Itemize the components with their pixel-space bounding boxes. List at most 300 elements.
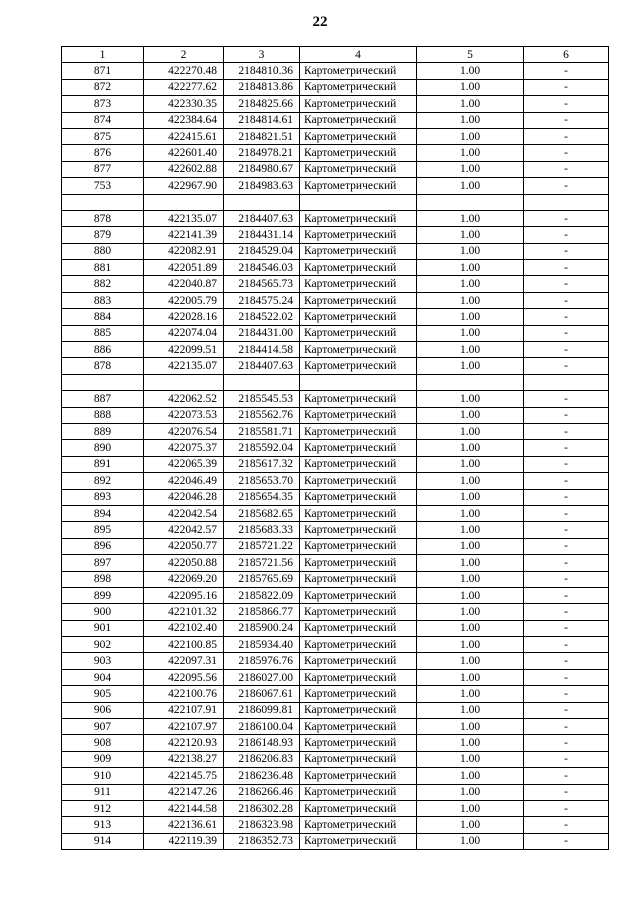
table-row (62, 210, 609, 226)
table-cell: - (524, 96, 609, 112)
table-cell: Картометрический (300, 210, 417, 226)
table-cell: 882 (62, 276, 144, 292)
page-number: 22 (312, 14, 328, 30)
table-cell: - (524, 751, 609, 767)
table-cell (62, 194, 144, 210)
table-cell: - (524, 391, 609, 407)
table-cell: 887 (62, 391, 144, 407)
table-cell: 1.00 (417, 227, 524, 243)
table-cell: 1.00 (417, 161, 524, 177)
table-cell: - (524, 210, 609, 226)
table-cell: 2184814.61 (224, 112, 300, 128)
table-cell: 2184431.14 (224, 227, 300, 243)
table-cell: 897 (62, 555, 144, 571)
table-cell: 908 (62, 735, 144, 751)
table-row (62, 243, 609, 259)
table-cell: 912 (62, 800, 144, 816)
table-cell: 1.00 (417, 473, 524, 489)
table-cell: 422082.91 (144, 243, 224, 259)
table-cell: 1.00 (417, 637, 524, 653)
table-cell: 1.00 (417, 669, 524, 685)
table-cell: 891 (62, 456, 144, 472)
table-cell: 2186352.73 (224, 833, 300, 849)
column-header: 3 (224, 47, 300, 63)
table-cell: 1.00 (417, 751, 524, 767)
table-cell: Картометрический (300, 768, 417, 784)
table-cell: 422005.79 (144, 292, 224, 308)
table-cell: 2184565.73 (224, 276, 300, 292)
table-cell: - (524, 620, 609, 636)
table-row (62, 178, 609, 194)
table-cell (300, 194, 417, 210)
table-cell: 422065.39 (144, 456, 224, 472)
table-cell: 422602.88 (144, 161, 224, 177)
table-cell: 2186266.46 (224, 784, 300, 800)
table-cell: 876 (62, 145, 144, 161)
table-cell: 422050.88 (144, 555, 224, 571)
table-cell: - (524, 686, 609, 702)
table-cell: 1.00 (417, 243, 524, 259)
table-cell: Картометрический (300, 227, 417, 243)
table-row (62, 719, 609, 735)
table-cell: Картометрический (300, 522, 417, 538)
table-cell: Картометрический (300, 735, 417, 751)
table-cell: 2186027.00 (224, 669, 300, 685)
table-cell: 1.00 (417, 505, 524, 521)
table-cell: - (524, 833, 609, 849)
table-cell: - (524, 719, 609, 735)
table-row (62, 702, 609, 718)
table-cell: 2184810.36 (224, 63, 300, 79)
table-cell: 1.00 (417, 391, 524, 407)
table-cell (524, 194, 609, 210)
table-cell: 2185721.56 (224, 555, 300, 571)
table-cell: - (524, 587, 609, 603)
table-cell: 1.00 (417, 358, 524, 374)
table-cell: 886 (62, 342, 144, 358)
table-row (62, 374, 609, 390)
table-cell: - (524, 800, 609, 816)
table-cell: 2184821.51 (224, 128, 300, 144)
table-cell: 2184575.24 (224, 292, 300, 308)
table-row (62, 817, 609, 833)
table-cell: 2185765.69 (224, 571, 300, 587)
table-cell: Картометрический (300, 505, 417, 521)
table-cell: 422069.20 (144, 571, 224, 587)
table-cell: 2184431.00 (224, 325, 300, 341)
table-cell: 2186302.28 (224, 800, 300, 816)
table-cell: - (524, 505, 609, 521)
table-cell: 2186236.48 (224, 768, 300, 784)
table-cell: 422277.62 (144, 79, 224, 95)
table-header-row (62, 47, 609, 63)
table-cell: 888 (62, 407, 144, 423)
table-cell: 2184983.63 (224, 178, 300, 194)
table-cell: 422050.77 (144, 538, 224, 554)
table-row (62, 473, 609, 489)
table-cell: 1.00 (417, 423, 524, 439)
table-cell: 904 (62, 669, 144, 685)
table-cell (144, 374, 224, 390)
table-cell: 907 (62, 719, 144, 735)
table-cell: Картометрический (300, 358, 417, 374)
table-row (62, 423, 609, 439)
table-cell: - (524, 473, 609, 489)
table-cell: - (524, 63, 609, 79)
table-cell: - (524, 538, 609, 554)
table-row (62, 292, 609, 308)
table-cell: - (524, 555, 609, 571)
table-row (62, 325, 609, 341)
table-cell: 892 (62, 473, 144, 489)
table-cell: 422046.28 (144, 489, 224, 505)
table-cell: 422141.39 (144, 227, 224, 243)
table-cell: 422076.54 (144, 423, 224, 439)
table-cell: 2185976.76 (224, 653, 300, 669)
table-cell: - (524, 128, 609, 144)
table-cell: - (524, 669, 609, 685)
table-body (62, 63, 609, 850)
table-row (62, 112, 609, 128)
table-row (62, 309, 609, 325)
table-cell: 903 (62, 653, 144, 669)
table-cell: 422095.56 (144, 669, 224, 685)
table-cell: 2186100.04 (224, 719, 300, 735)
table-cell: 906 (62, 702, 144, 718)
table-cell: 895 (62, 522, 144, 538)
table-cell (524, 374, 609, 390)
table-cell (417, 374, 524, 390)
table-cell: 1.00 (417, 768, 524, 784)
table-cell: 422102.40 (144, 620, 224, 636)
table-cell: 905 (62, 686, 144, 702)
table-cell: 2185653.70 (224, 473, 300, 489)
table-cell: 2185721.22 (224, 538, 300, 554)
table-cell: - (524, 653, 609, 669)
table-cell: 878 (62, 358, 144, 374)
table-cell: 2185682.65 (224, 505, 300, 521)
table-cell: Картометрический (300, 555, 417, 571)
table-cell (417, 194, 524, 210)
table-cell: 753 (62, 178, 144, 194)
table-cell: 422097.31 (144, 653, 224, 669)
table-cell: Картометрический (300, 571, 417, 587)
table-cell: 2186323.98 (224, 817, 300, 833)
table-cell: - (524, 784, 609, 800)
table-cell: 873 (62, 96, 144, 112)
table-cell: 422100.76 (144, 686, 224, 702)
table-cell: 422144.58 (144, 800, 224, 816)
table-cell: - (524, 702, 609, 718)
table-row (62, 96, 609, 112)
table-cell: Картометрический (300, 79, 417, 95)
table-row (62, 833, 609, 849)
table-cell: 1.00 (417, 653, 524, 669)
table-cell: 1.00 (417, 79, 524, 95)
table-cell: 1.00 (417, 522, 524, 538)
table-row (62, 489, 609, 505)
table-cell: 2184546.03 (224, 260, 300, 276)
table-row (62, 604, 609, 620)
table-cell: 422095.16 (144, 587, 224, 603)
table-cell: 2185562.76 (224, 407, 300, 423)
table-row (62, 407, 609, 423)
column-header: 4 (300, 47, 417, 63)
table-cell: 900 (62, 604, 144, 620)
table-cell: Картометрический (300, 637, 417, 653)
table-cell: Картометрический (300, 833, 417, 849)
table-cell: 422270.48 (144, 63, 224, 79)
table-row (62, 505, 609, 521)
table-row (62, 456, 609, 472)
table-cell: 422145.75 (144, 768, 224, 784)
table-cell: 2186148.93 (224, 735, 300, 751)
table-row (62, 161, 609, 177)
table-cell (300, 374, 417, 390)
table-cell: 422099.51 (144, 342, 224, 358)
table-cell: Картометрический (300, 817, 417, 833)
table-cell: Картометрический (300, 260, 417, 276)
table-cell: 1.00 (417, 538, 524, 554)
table-cell: 1.00 (417, 128, 524, 144)
table-cell: 894 (62, 505, 144, 521)
table-cell: 2185866.77 (224, 604, 300, 620)
table-cell: - (524, 407, 609, 423)
table-cell: 1.00 (417, 833, 524, 849)
table-cell: Картометрический (300, 145, 417, 161)
table-cell: Картометрический (300, 423, 417, 439)
table-cell: Картометрический (300, 702, 417, 718)
table-cell (224, 194, 300, 210)
table-cell: - (524, 227, 609, 243)
table-cell: 1.00 (417, 309, 524, 325)
table-cell: 1.00 (417, 555, 524, 571)
table-cell: 1.00 (417, 440, 524, 456)
table-cell: 901 (62, 620, 144, 636)
table-row (62, 800, 609, 816)
table-cell: 1.00 (417, 96, 524, 112)
table-row (62, 571, 609, 587)
table-cell: Картометрический (300, 243, 417, 259)
table-cell: 1.00 (417, 63, 524, 79)
table-cell: - (524, 735, 609, 751)
table-cell: Картометрический (300, 604, 417, 620)
table-cell: 890 (62, 440, 144, 456)
table-cell: Картометрический (300, 587, 417, 603)
table-cell: - (524, 112, 609, 128)
table-cell: - (524, 604, 609, 620)
table-cell: - (524, 276, 609, 292)
table-row (62, 555, 609, 571)
table-cell: 2185617.32 (224, 456, 300, 472)
table-cell: 2184407.63 (224, 210, 300, 226)
table-row (62, 194, 609, 210)
table-cell: 1.00 (417, 735, 524, 751)
table-cell: 422384.64 (144, 112, 224, 128)
table-cell: 422051.89 (144, 260, 224, 276)
table-cell: Картометрический (300, 292, 417, 308)
table-cell: 2184407.63 (224, 358, 300, 374)
table-cell: 871 (62, 63, 144, 79)
table-cell: 422135.07 (144, 210, 224, 226)
table-cell: Картометрический (300, 538, 417, 554)
table-cell: 872 (62, 79, 144, 95)
table-cell: 1.00 (417, 620, 524, 636)
table-cell: 913 (62, 817, 144, 833)
table-cell: 422967.90 (144, 178, 224, 194)
table-cell: 422073.53 (144, 407, 224, 423)
table-cell: - (524, 309, 609, 325)
table-cell: - (524, 260, 609, 276)
table-cell: Картометрический (300, 751, 417, 767)
coordinates-table (61, 46, 609, 850)
table-row (62, 440, 609, 456)
table-cell: Картометрический (300, 719, 417, 735)
table-cell: Картометрический (300, 686, 417, 702)
table-cell: 1.00 (417, 702, 524, 718)
table-cell: 1.00 (417, 325, 524, 341)
table-cell: 422136.61 (144, 817, 224, 833)
table-cell: 1.00 (417, 145, 524, 161)
table-cell: 422120.93 (144, 735, 224, 751)
table-cell: 422601.40 (144, 145, 224, 161)
table-row (62, 391, 609, 407)
table-cell: 422062.52 (144, 391, 224, 407)
table-cell: 885 (62, 325, 144, 341)
table-cell: Картометрический (300, 407, 417, 423)
table-cell: 889 (62, 423, 144, 439)
table-cell: 880 (62, 243, 144, 259)
table-cell: 896 (62, 538, 144, 554)
table-cell: Картометрический (300, 800, 417, 816)
column-header: 6 (524, 47, 609, 63)
table-cell: 875 (62, 128, 144, 144)
table-cell: 422042.57 (144, 522, 224, 538)
table-cell: 1.00 (417, 571, 524, 587)
table-cell: - (524, 768, 609, 784)
table-cell: 879 (62, 227, 144, 243)
table-cell: 2184978.21 (224, 145, 300, 161)
table-cell: 1.00 (417, 587, 524, 603)
table-cell: 2185900.24 (224, 620, 300, 636)
table-cell: 422107.97 (144, 719, 224, 735)
table-cell: 422330.35 (144, 96, 224, 112)
table-cell: 2185545.53 (224, 391, 300, 407)
table-cell: Картометрический (300, 178, 417, 194)
table-cell: 422147.26 (144, 784, 224, 800)
table-cell: 422100.85 (144, 637, 224, 653)
table-cell: 422107.91 (144, 702, 224, 718)
table-cell: Картометрический (300, 473, 417, 489)
table-row (62, 276, 609, 292)
table-row (62, 63, 609, 79)
table-cell: Картометрический (300, 128, 417, 144)
table-cell: 898 (62, 571, 144, 587)
table-cell: 2184980.67 (224, 161, 300, 177)
table-cell: 422138.27 (144, 751, 224, 767)
table-cell: 881 (62, 260, 144, 276)
table-cell: 1.00 (417, 489, 524, 505)
table-cell: 1.00 (417, 178, 524, 194)
table-cell: - (524, 817, 609, 833)
table-row (62, 227, 609, 243)
table-cell: 902 (62, 637, 144, 653)
table-cell: 914 (62, 833, 144, 849)
table-cell: 422040.87 (144, 276, 224, 292)
table-row (62, 145, 609, 161)
table-cell: 2185592.04 (224, 440, 300, 456)
column-header: 2 (144, 47, 224, 63)
table-cell: - (524, 243, 609, 259)
table-cell: 910 (62, 768, 144, 784)
table-cell: - (524, 325, 609, 341)
table-cell: Картометрический (300, 489, 417, 505)
table-cell: 2185822.09 (224, 587, 300, 603)
table-cell: 422028.16 (144, 309, 224, 325)
table-row (62, 669, 609, 685)
table-cell: 1.00 (417, 456, 524, 472)
table-cell: 2184522.02 (224, 309, 300, 325)
table-cell: Картометрический (300, 391, 417, 407)
table-cell: 874 (62, 112, 144, 128)
table-cell: - (524, 342, 609, 358)
table-cell: 2184813.86 (224, 79, 300, 95)
table-cell: 1.00 (417, 719, 524, 735)
table-cell: 1.00 (417, 686, 524, 702)
table-cell (224, 374, 300, 390)
table-row (62, 751, 609, 767)
table-cell: - (524, 161, 609, 177)
table-cell: - (524, 79, 609, 95)
table-cell: 1.00 (417, 276, 524, 292)
table-cell: 1.00 (417, 210, 524, 226)
table-cell: - (524, 358, 609, 374)
table-cell: Картометрический (300, 325, 417, 341)
table-cell: 1.00 (417, 292, 524, 308)
table-cell: 422046.49 (144, 473, 224, 489)
table-cell: 1.00 (417, 260, 524, 276)
table-row (62, 587, 609, 603)
table-cell: 1.00 (417, 817, 524, 833)
table-cell: Картометрический (300, 161, 417, 177)
table-cell: Картометрический (300, 342, 417, 358)
table-row (62, 79, 609, 95)
table-cell: 883 (62, 292, 144, 308)
table-cell: Картометрический (300, 620, 417, 636)
table-cell: 1.00 (417, 112, 524, 128)
table-cell: 2186206.83 (224, 751, 300, 767)
table-cell: Картометрический (300, 784, 417, 800)
table-row (62, 768, 609, 784)
table-cell: Картометрический (300, 309, 417, 325)
table-row (62, 260, 609, 276)
table-cell: 422075.37 (144, 440, 224, 456)
table-cell: Картометрический (300, 440, 417, 456)
column-header: 5 (417, 47, 524, 63)
table-cell: - (524, 637, 609, 653)
table-cell: 1.00 (417, 604, 524, 620)
table-cell: - (524, 145, 609, 161)
table-row (62, 538, 609, 554)
table-cell: Картометрический (300, 653, 417, 669)
table-cell: 1.00 (417, 784, 524, 800)
table-cell: 884 (62, 309, 144, 325)
table-cell: Картометрический (300, 112, 417, 128)
table-cell: 909 (62, 751, 144, 767)
table-cell: 2184825.66 (224, 96, 300, 112)
table-cell: 2185683.33 (224, 522, 300, 538)
table-cell: 911 (62, 784, 144, 800)
